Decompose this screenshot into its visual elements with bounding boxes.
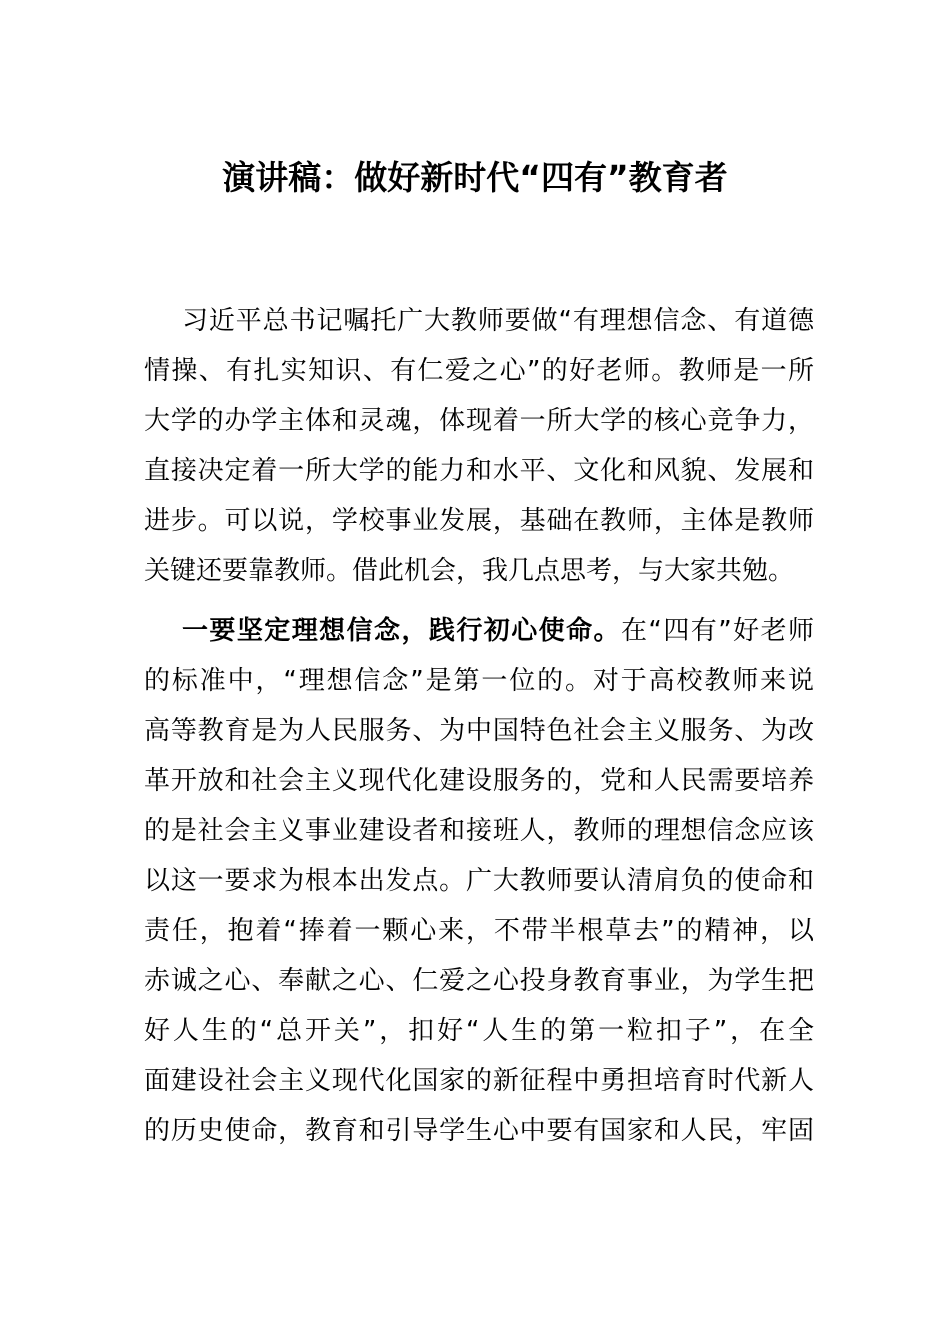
paragraph1-line: 关键还要靠教师。借此机会，我几点思考，与大家共勉。: [144, 556, 795, 586]
paragraph2-line: 好人生的“总开关”，扣好“人生的第一粒扣子”，在全: [144, 1016, 814, 1046]
paragraph2-first-line-text: 在“四有”好老师: [620, 616, 814, 646]
paragraph2-heading: 一要坚定理想信念，践行初心使命。: [182, 616, 621, 646]
paragraph2-line: 的标准中，“理想信念”是第一位的。对于高校教师来说: [144, 666, 814, 696]
paragraph2-line: 赤诚之心、奉献之心、仁爱之心投身教育事业，为学生把: [144, 966, 814, 996]
paragraph2-line: 高等教育是为人民服务、为中国特色社会主义服务、为改: [144, 716, 814, 746]
paragraph1-line: 习近平总书记嘱托广大教师要做“有理想信念、有道德: [182, 306, 814, 336]
paragraph2-line: 的历史使命，教育和引导学生心中要有国家和人民，牢固: [144, 1116, 814, 1146]
paragraph2-line: 革开放和社会主义现代化建设服务的，党和人民需要培养: [144, 766, 814, 796]
paragraph2-first-line: [182, 606, 814, 656]
document-title: 演讲稿：做好新时代“四有”教育者: [222, 158, 728, 197]
paragraph1-line: 情操、有扎实知识、有仁爱之心”的好老师。教师是一所: [144, 356, 814, 386]
paragraph1-line: 进步。可以说，学校事业发展，基础在教师，主体是教师: [144, 506, 814, 536]
paragraph1-line: 直接决定着一所大学的能力和水平、文化和风貌、发展和: [144, 456, 814, 486]
paragraph2-line: 面建设社会主义现代化国家的新征程中勇担培育时代新人: [144, 1066, 814, 1096]
paragraph2-line: 责任，抱着“捧着一颗心来，不带半根草去”的精神，以: [144, 916, 814, 946]
paragraph1-line: 大学的办学主体和灵魂，体现着一所大学的核心竞争力，: [144, 406, 814, 436]
paragraph2-line: 的是社会主义事业建设者和接班人，教师的理想信念应该: [144, 816, 814, 846]
paragraph2-line: 以这一要求为根本出发点。广大教师要认清肩负的使命和: [144, 866, 814, 896]
